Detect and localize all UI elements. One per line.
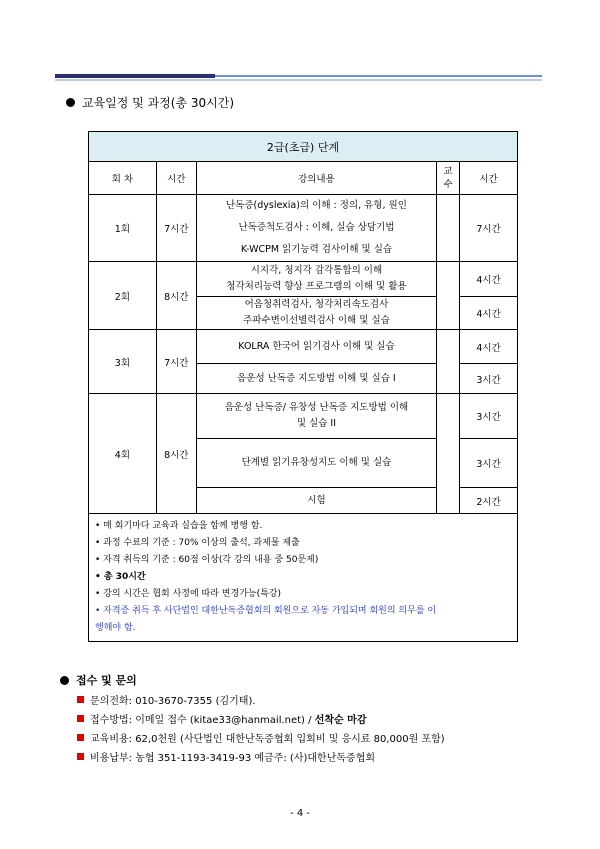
note-line: 행해야 함. <box>95 623 136 633</box>
header-rule <box>55 74 542 84</box>
notes-cell <box>89 514 518 642</box>
note-line: • 강의 시간은 협회 사정에 따라 변경가능(특강) <box>95 589 281 599</box>
header-content: 강의내용 <box>196 162 436 195</box>
lecture-cell <box>196 262 436 297</box>
note-line: • 자격 취득의 기준 : 60점 이상(각 강의 내용 중 50문제) <box>95 555 319 565</box>
table-row <box>89 394 518 439</box>
lecture-cell <box>196 394 436 439</box>
lecture-line: 청각처리능력 향상 프로그램의 이해 및 활용 <box>226 281 407 292</box>
hours-cell: 8시간 <box>156 394 196 514</box>
lecture-cell <box>196 364 436 394</box>
red-square-icon <box>77 715 84 722</box>
red-square-icon <box>77 696 84 703</box>
page-number: - 4 - <box>290 808 310 819</box>
time-cell: 3시간 <box>460 364 518 394</box>
session-cell: 4회 <box>89 394 157 514</box>
time-cell: 3시간 <box>460 439 518 488</box>
lecture-cell <box>196 297 436 330</box>
schedule-table <box>88 131 518 642</box>
header-session: 회 차 <box>89 162 157 195</box>
professor-cell <box>437 262 460 330</box>
time-cell: 4시간 <box>460 262 518 297</box>
lecture-line: 음운성 난독증/ 유창성 난독증 지도방법 이해 <box>224 402 409 413</box>
header-rule-dark <box>55 74 215 78</box>
lecture-line: K-WCPM 읽기능력 검사이해 및 실습 <box>240 244 393 255</box>
red-square-icon <box>77 734 84 741</box>
contact-item-text: 접수방법: 이메일 접수 (kitae33@hanmail.net) / <box>90 715 315 726</box>
lecture-line: 음운성 난독증 지도방법 이해 및 실습 I <box>237 372 396 384</box>
bullet-dot-icon <box>66 98 75 107</box>
contact-item <box>77 747 445 766</box>
professor-cell <box>437 195 460 262</box>
table-row <box>89 195 518 262</box>
contact-item-text: 문의전화: 010-3670-7355 (김기태). <box>90 696 256 707</box>
session-cell: 2회 <box>89 262 157 330</box>
bullet-dot-icon <box>60 676 69 685</box>
note-line: • 자격증 취득 후 사단법인 대한난독증협회의 회원으로 자동 가입되며 회원의 의무를 이 <box>95 606 437 616</box>
lecture-cell <box>196 488 436 514</box>
professor-cell <box>437 394 460 514</box>
session-cell: 3회 <box>89 330 157 394</box>
lecture-line: 단계별 읽기유창성지도 이해 및 실습 <box>241 457 392 468</box>
contact-item <box>77 709 445 728</box>
contact-item-text: 비용납부: 농협 351-1193-3419-93 예금주: (사)대한난독증협회 <box>90 753 376 764</box>
hours-cell: 7시간 <box>156 195 196 262</box>
contact-item-text: 교육비용: 62,0천원 (사단법인 대한난독증협회 입회비 및 응시료 80,000원 포함) <box>90 734 445 745</box>
table-row <box>89 262 518 297</box>
header-professor: 교 수 <box>437 162 460 195</box>
contact-title-text: 접수 및 문의 <box>76 674 137 687</box>
lecture-cell <box>196 330 436 364</box>
session-cell: 1회 <box>89 195 157 262</box>
contact-title <box>60 672 137 688</box>
contact-list <box>77 690 445 766</box>
time-cell: 2시간 <box>460 488 518 514</box>
note-line: • 매 회기마다 교육과 실습을 함께 병행 함. <box>95 521 263 531</box>
lecture-cell <box>196 195 436 262</box>
lecture-line: KOLRA 한국어 읽기검사 이해 및 실습 <box>238 340 395 352</box>
time-cell: 3시간 <box>460 394 518 439</box>
section-title-text: 교육일정 및 과정(총 30시간) <box>82 96 234 110</box>
lecture-line: 어음청취력검사, 청각처리속도검사 <box>244 299 389 310</box>
lecture-line: 주파수변이선별력검사 이해 및 실습 <box>243 315 390 326</box>
contact-item-strong: 선착순 마감 <box>314 715 367 726</box>
header-rule-blue <box>215 75 542 77</box>
professor-cell <box>437 330 460 394</box>
lecture-line: 및 실습 II <box>296 418 337 429</box>
time-cell: 4시간 <box>460 330 518 364</box>
note-line: • 총 30시간 <box>95 572 146 582</box>
lecture-line: 시험 <box>307 494 326 506</box>
hours-cell: 7시간 <box>156 330 196 394</box>
time-cell: 4시간 <box>460 297 518 330</box>
section-title <box>66 94 234 111</box>
lecture-cell <box>196 439 436 488</box>
note-line: • 과정 수료의 기준 : 70% 이상의 출석, 과제물 제출 <box>95 538 300 548</box>
lecture-line: 시지각, 청지각 감각통합의 이해 <box>250 265 383 276</box>
red-square-icon <box>77 753 84 760</box>
header-rule-light <box>55 79 542 81</box>
table-row <box>89 330 518 364</box>
header-time: 시간 <box>460 162 518 195</box>
hours-cell: 8시간 <box>156 262 196 330</box>
time-cell: 7시간 <box>460 195 518 262</box>
stage-title: 2급(초급) 단계 <box>89 132 518 162</box>
lecture-line: 난독증척도검사 : 이해, 실습 상담기법 <box>238 222 395 233</box>
lecture-line: 난독증(dyslexia)의 이해 : 정의, 유형, 원인 <box>226 200 407 211</box>
contact-item <box>77 728 445 747</box>
header-hours: 시간 <box>156 162 196 195</box>
contact-item <box>77 690 445 709</box>
